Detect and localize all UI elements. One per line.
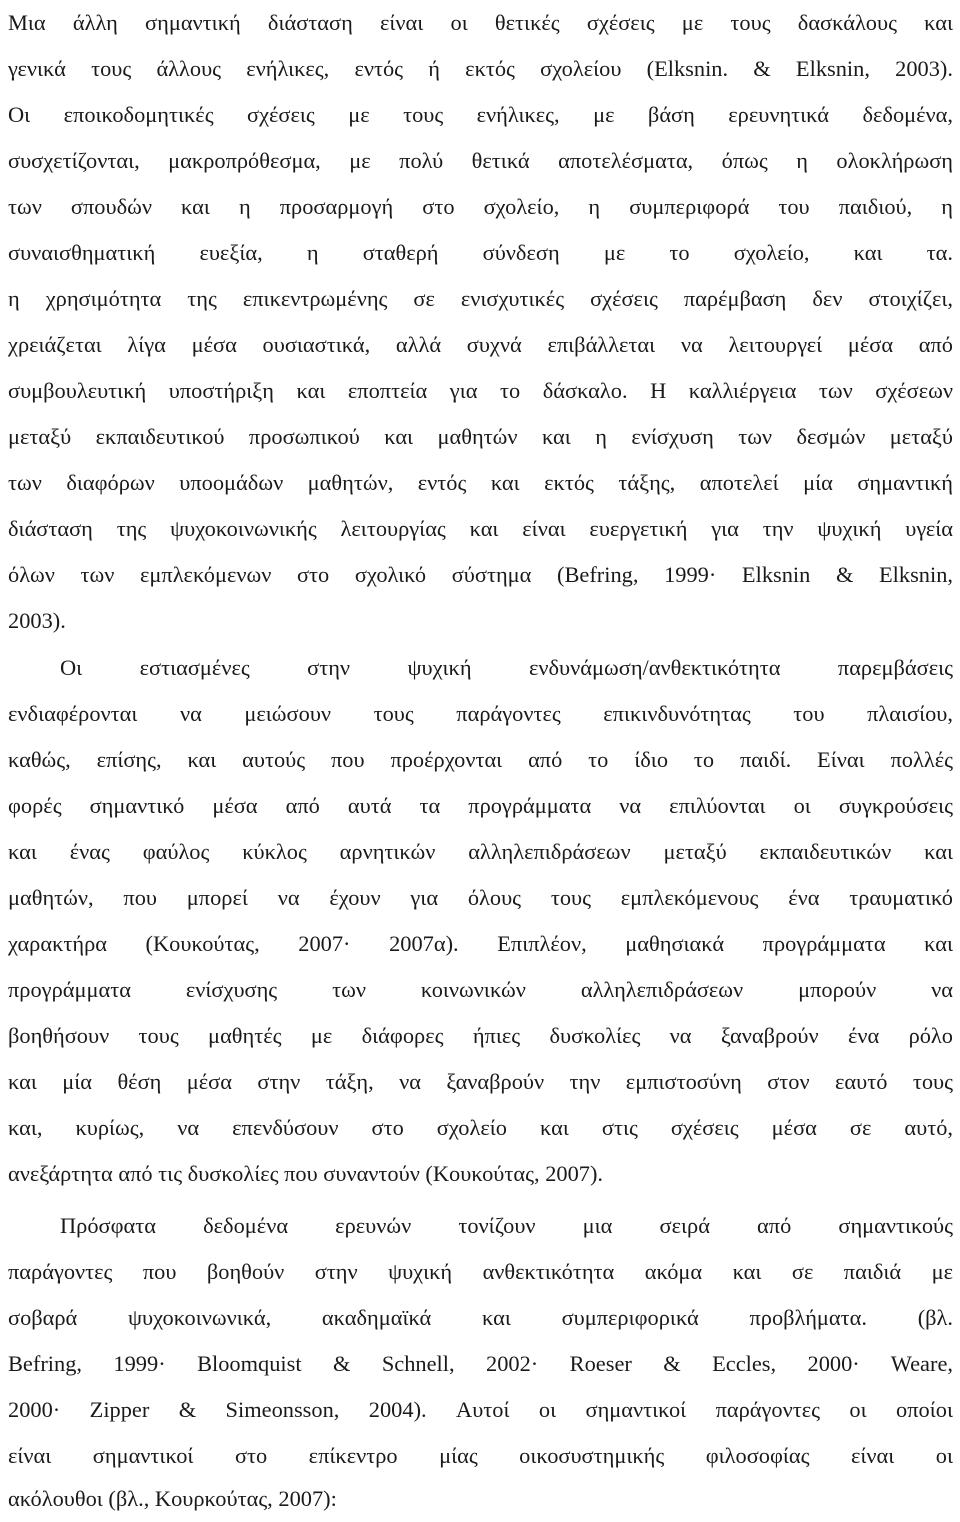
text-line: 2003). bbox=[8, 608, 66, 633]
text-line: των σπουδών και η προσαρμογή στο σχολείο, η συμπεριφορά του παιδιού, η bbox=[8, 194, 953, 219]
text-line: Οι εποικοδομητικές σχέσεις με τους ενήλικες, με βάση ερευνητικά δεδομένα, bbox=[8, 102, 953, 127]
text-line: συσχετίζονται, μακροπρόθεσμα, με πολύ θετικά αποτελέσματα, όπως η ολοκλήρωση bbox=[8, 148, 953, 173]
text-line: παράγοντες που βοηθούν στην ψυχική ανθεκτικότητα ακόμα και σε παιδιά με bbox=[8, 1259, 953, 1284]
text-line: φορές σημαντικό μέσα από αυτά τα προγράμματα να επιλύονται οι συγκρούσεις bbox=[8, 793, 953, 818]
text-line: είναι σημαντικοί στο επίκεντρο μίας οικοσυστημικής φιλοσοφίας είναι οι bbox=[8, 1443, 953, 1468]
text-line: ανεξάρτητα από τις δυσκολίες που συναντούν (Κουκούτας, 2007). bbox=[8, 1161, 604, 1186]
text-line: και μία θέση μέσα στην τάξη, να ξαναβρούν την εμπιστοσύνη στον εαυτό τους bbox=[8, 1069, 953, 1094]
text-line: συμβουλευτική υποστήριξη και εποπτεία για το δάσκαλο. Η καλλιέργεια των σχέσεων bbox=[8, 378, 953, 403]
text-line: διάσταση της ψυχοκοινωνικής λειτουργίας και είναι ευεργετική για την ψυχική υγεία bbox=[8, 516, 953, 541]
text-line: χρειάζεται λίγα μέσα ουσιαστικά, αλλά συχνά επιβάλλεται να λειτουργεί μέσα από bbox=[8, 332, 953, 357]
text-line: ακόλουθοι (βλ., Κουρκούτας, 2007): bbox=[8, 1486, 337, 1511]
text-line: μαθητών, που μπορεί να έχουν για όλους τους εμπλεκόμενους ένα τραυματικό bbox=[8, 885, 953, 910]
text-line: και ένας φαύλος κύκλος αρνητικών αλληλεπιδράσεων μεταξύ εκπαιδευτικών και bbox=[8, 839, 953, 864]
text-line: 2000· Zipper & Simeonsson, 2004). Αυτοί οι σημαντικοί παράγοντες οι οποίοι bbox=[8, 1397, 953, 1422]
text-line: σοβαρά ψυχοκοινωνικά, ακαδημαϊκά και συμπεριφορικά προβλήματα. (βλ. bbox=[8, 1305, 953, 1330]
paragraph-first-line: Πρόσφατα δεδομένα ερευνών τονίζουν μια σειρά από σημαντικούς bbox=[60, 1213, 953, 1238]
text-line: συναισθηματική ευεξία, η σταθερή σύνδεση με το σχολείο, και τα. bbox=[8, 240, 953, 265]
text-line: των διαφόρων υποομάδων μαθητών, εντός και εκτός τάξης, αποτελεί μία σημαντική bbox=[8, 470, 953, 495]
text-line: η χρησιμότητα της επικεντρωμένης σε ενισχυτικές σχέσεις παρέμβαση δεν στοιχίζει, bbox=[8, 286, 953, 311]
text-line: καθώς, επίσης, και αυτούς που προέρχονται από το ίδιο το παιδί. Είναι πολλές bbox=[8, 747, 953, 772]
text-line: χαρακτήρα (Κουκούτας, 2007· 2007α). Επιπλέον, μαθησιακά προγράμματα και bbox=[8, 931, 953, 956]
text-line: Befring, 1999· Bloomquist & Schnell, 2002· Roeser & Eccles, 2000· Weare, bbox=[8, 1351, 953, 1376]
text-line: προγράμματα ενίσχυσης των κοινωνικών αλληλεπιδράσεων μπορούν να bbox=[8, 977, 953, 1002]
text-line: ενδιαφέρονται να μειώσουν τους παράγοντες επικινδυνότητας του πλαισίου, bbox=[8, 701, 953, 726]
text-line: βοηθήσουν τους μαθητές με διάφορες ήπιες δυσκολίες να ξαναβρούν ένα ρόλο bbox=[8, 1023, 953, 1048]
text-line: και, κυρίως, να επενδύσουν στο σχολείο και στις σχέσεις μέσα σε αυτό, bbox=[8, 1115, 953, 1140]
text-line: μεταξύ εκπαιδευτικού προσωπικού και μαθητών και η ενίσχυση των δεσμών μεταξύ bbox=[8, 424, 953, 449]
text-line: όλων των εμπλεκόμενων στο σχολικό σύστημα (Befring, 1999· Elksnin & Elksnin, bbox=[8, 562, 953, 587]
text-line: γενικά τους άλλους ενήλικες, εντός ή εκτός σχολείου (Elksnin. & Elksnin, 2003). bbox=[8, 56, 953, 81]
text-line: Μια άλλη σημαντική διάσταση είναι οι θετικές σχέσεις με τους δασκάλους και bbox=[8, 10, 953, 35]
paragraph-first-line: Οι εστιασμένες στην ψυχική ενδυνάμωση/ανθεκτικότητα παρεμβάσεις bbox=[60, 655, 953, 680]
